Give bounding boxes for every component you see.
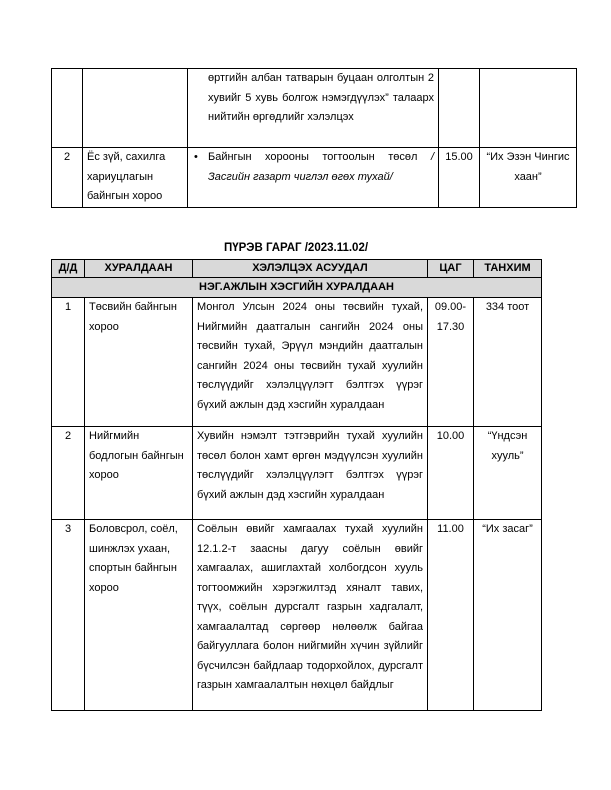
section-row	[52, 278, 542, 298]
time-cell	[439, 69, 480, 148]
table-row	[52, 298, 542, 427]
committee-cell: Ёс зүй, сахилга хариуцлагын байнгын хороо	[83, 148, 188, 208]
hall-cell: 334 тоот	[474, 298, 542, 427]
hall-cell	[480, 69, 577, 148]
time-cell: 15.00	[439, 148, 480, 208]
bullet-icon: •	[194, 151, 198, 163]
header-row	[52, 260, 542, 278]
topic-cell	[188, 148, 439, 208]
hall-cell: “Үндсэн хууль”	[474, 427, 542, 520]
row-number-cell	[52, 69, 83, 148]
topic-cell: Соёлын өвийг хамгаалах тухай хуулийн 12.1.2-т заасны дагуу соёлын өвийг хамгаалах, ашиглахтай холбогдсон хууль тогтоомжийн хэрэгжилтэд хяналт тавих, түүх, соёлын дурсгалт газрын хадгалалт, хамгаалалтад сөргөөр нөлөөлж байгаа байгууллага болон нийгмийн хүчин зүйлийг бүсчилсэн байдлаар тодорхойлох, дурсгалт газрын хамгаалалтын нөхцөл байдлыг	[193, 520, 428, 711]
time-cell: 11.00	[428, 520, 474, 711]
topic-cell: Монгол Улсын 2024 оны төсвийн тухай, Нийгмийн даатгалын сангийн 2024 оны төсвийн тухай, Эрүүл мэндийн даатгалын сангийн 2024 оны төсвийн тухай хуулийн төслүүдийг хэлэлцүүлэгт бэлтгэх үүрэг бүхий ажлын дэд хэсгийн хуралдаан	[193, 298, 428, 427]
day-title: ПҮРЭВ ГАРАГ /2023.11.02/	[223, 242, 369, 254]
schedule-table	[51, 259, 542, 711]
committee-cell: Төсвийн байнгын хороо	[85, 298, 193, 427]
section-title: НЭГ.АЖЛЫН ХЭСГИЙН ХУРАЛДААН	[52, 278, 542, 298]
time-cell: 10.00	[428, 427, 474, 520]
hall-cell: “Их Эзэн Чингис хаан”	[480, 148, 577, 208]
table-row	[52, 148, 577, 208]
table-row	[52, 520, 542, 711]
topic-cell: Хувийн нэмэлт тэтгэврийн тухай хуулийн төсөл болон хамт өргөн мэдүүлсэн хуулийн төслүүдийг хэлэлцүүлэгт бэлтгэх үүрэг бүхий ажлын дэд хэсгийн хуралдаан	[193, 427, 428, 520]
table-row	[52, 69, 577, 148]
header-hall: ТАНХИМ	[474, 260, 542, 278]
header-time: ЦАГ	[428, 260, 474, 278]
table-row	[52, 427, 542, 520]
row-number-cell: 2	[52, 148, 83, 208]
topic-italic-text: /Засгийн газарт чиглэл өгөх тухай/	[208, 151, 434, 183]
header-topic: ХЭЛЭЛЦЭХ АСУУДАЛ	[193, 260, 428, 278]
row-number-cell: 2	[52, 427, 85, 520]
previous-schedule-table	[51, 68, 577, 208]
committee-cell: Боловсрол, соёл, шинжлэх ухаан, спортын байнгын хороо	[85, 520, 193, 711]
time-cell: 09.00-17.30	[428, 298, 474, 427]
topic-text: өртгийн албан татварын буцаан олголтын 2 хувийг 5 хувь болгож нэмэгдүүлэх” талаарх нийтийн өргөдлийг хэлэлцэх	[208, 72, 434, 123]
row-number-cell: 1	[52, 298, 85, 427]
topic-cell	[188, 69, 439, 148]
header-number: Д/Д	[52, 260, 85, 278]
row-number-cell: 3	[52, 520, 85, 711]
header-meeting: ХУРАЛДААН	[85, 260, 193, 278]
committee-cell: Нийгмийн бодлогын байнгын хороо	[85, 427, 193, 520]
hall-cell: “Их засаг”	[474, 520, 542, 711]
topic-text: Байнгын хорооны тогтоолын төсөл	[208, 151, 431, 163]
committee-cell	[83, 69, 188, 148]
